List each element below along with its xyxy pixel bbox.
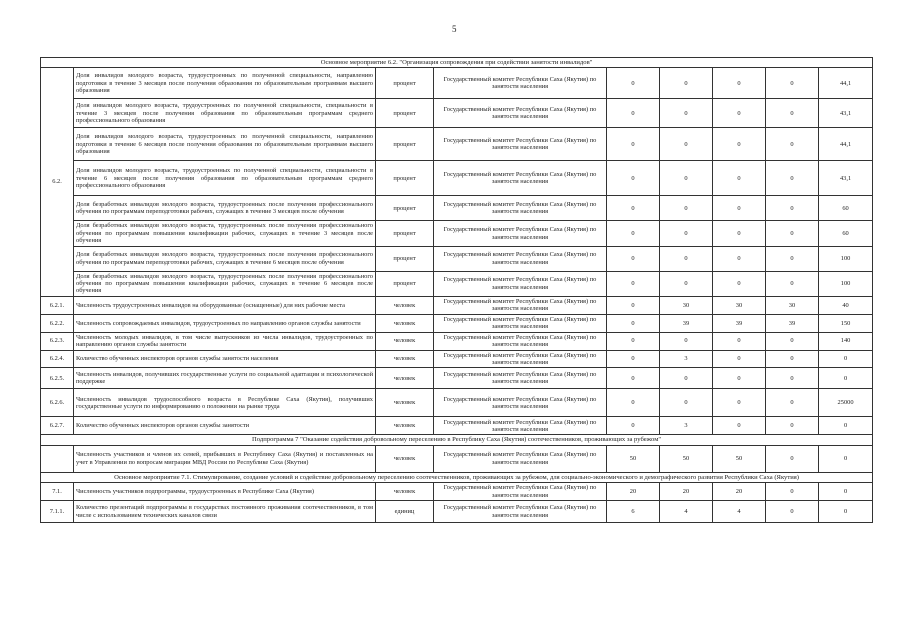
- unit-of-measure: человек: [376, 350, 434, 368]
- table-row: [41, 417, 873, 435]
- table-row: [41, 332, 873, 350]
- unit-of-measure: человек: [376, 417, 434, 435]
- indicator-description: Доля инвалидов молодого возраста, трудоустроенных по полученной специальности, специальности в течение 6 месяцев после получения образования по образовательным программам среднего профессионального образования: [74, 161, 376, 196]
- value-year-1: 0: [607, 196, 660, 221]
- section-header-7-1: Основное мероприятие 7.1. Стимулирование, создание условий и содействие добровольному переселению соотечественников, проживающих за рубежом, для социально-экономического и демографического развития Республики Саха (Якутия): [41, 472, 873, 482]
- value-year-4: 0: [766, 196, 819, 221]
- row-number: 6.2.6.: [41, 389, 74, 417]
- value-year-3: 0: [713, 271, 766, 296]
- unit-of-measure: процент: [376, 99, 434, 128]
- responsible-agency: Государственный комитет Республики Саха (Якутия) по занятости населения: [434, 196, 607, 221]
- unit-of-measure: единиц: [376, 501, 434, 523]
- value-year-5: 43,1: [819, 99, 873, 128]
- responsible-agency: Государственный комитет Республики Саха (Якутия) по занятости населения: [434, 271, 607, 296]
- value-year-1: 0: [607, 271, 660, 296]
- value-year-2: 3: [660, 417, 713, 435]
- value-year-2: 20: [660, 483, 713, 501]
- row-number: 6.2.1.: [41, 296, 74, 314]
- value-year-4: 0: [766, 368, 819, 389]
- table-row: [41, 483, 873, 501]
- indicator-description: Численность инвалидов, получивших государственные услуги по социальной адаптации и психологической поддержке: [74, 368, 376, 389]
- subprogram-7-header: Подпрограмма 7 "Оказание содействия добровольному переселению в Республику Саха (Якутия) соотечественников, проживающих за рубежом": [41, 435, 873, 445]
- value-year-3: 50: [713, 445, 766, 472]
- unit-of-measure: процент: [376, 221, 434, 246]
- value-year-5: 100: [819, 246, 873, 271]
- indicator-description: Численность инвалидов трудоспособного возраста в Республике Саха (Якутия), получивших государственные услуги по информированию о положении на рынке труда: [74, 389, 376, 417]
- value-year-3: 0: [713, 368, 766, 389]
- table-row: [41, 271, 873, 296]
- value-year-3: 0: [713, 128, 766, 161]
- value-year-2: 39: [660, 314, 713, 332]
- indicator-description: Численность сопровождаемых инвалидов, трудоустроенных по направлению органов службы занятости: [74, 314, 376, 332]
- value-year-2: 0: [660, 271, 713, 296]
- value-year-1: 0: [607, 246, 660, 271]
- value-year-5: 40: [819, 296, 873, 314]
- row-number: 6.2.4.: [41, 350, 74, 368]
- value-year-2: 0: [660, 332, 713, 350]
- value-year-4: 0: [766, 271, 819, 296]
- table-row: [41, 161, 873, 196]
- responsible-agency: Государственный комитет Республики Саха (Якутия) по занятости населения: [434, 296, 607, 314]
- value-year-5: 0: [819, 417, 873, 435]
- table-row: [41, 445, 873, 472]
- responsible-agency: Государственный комитет Республики Саха (Якутия) по занятости населения: [434, 417, 607, 435]
- value-year-1: 0: [607, 389, 660, 417]
- row-number: 6.2.: [41, 68, 74, 296]
- indicator-description: Доля инвалидов молодого возраста, трудоустроенных по полученной специальности, направлению подготовки в течение 3 месяцев после получения образования по образовательным программам высшего образования: [74, 68, 376, 99]
- section-header-6-2-row: [41, 58, 873, 68]
- value-year-4: 0: [766, 501, 819, 523]
- responsible-agency: Государственный комитет Республики Саха (Якутия) по занятости населения: [434, 314, 607, 332]
- indicator-description: Доля безработных инвалидов молодого возраста, трудоустроенных после получения профессионального обучения по программам переподготовки рабочих, служащих в течение 3 месяцев после обучения: [74, 196, 376, 221]
- value-year-3: 39: [713, 314, 766, 332]
- value-year-4: 0: [766, 68, 819, 99]
- responsible-agency: Государственный комитет Республики Саха (Якутия) по занятости населения: [434, 99, 607, 128]
- value-year-5: 43,1: [819, 161, 873, 196]
- indicator-description: Доля безработных инвалидов молодого возраста, трудоустроенных после получения профессионального обучения по программам переподготовки рабочих, служащих в течение 6 месяцев после обучения: [74, 246, 376, 271]
- row-number: 6.2.2.: [41, 314, 74, 332]
- unit-of-measure: человек: [376, 332, 434, 350]
- responsible-agency: Государственный комитет Республики Саха (Якутия) по занятости населения: [434, 246, 607, 271]
- responsible-agency: Государственный комитет Республики Саха (Якутия) по занятости населения: [434, 128, 607, 161]
- table-row: [41, 501, 873, 523]
- row-number: 6.2.3.: [41, 332, 74, 350]
- value-year-5: 0: [819, 350, 873, 368]
- value-year-3: 0: [713, 196, 766, 221]
- table-row: [41, 221, 873, 246]
- value-year-5: 0: [819, 501, 873, 523]
- unit-of-measure: процент: [376, 128, 434, 161]
- indicator-description: Численность трудоустроенных инвалидов на оборудованные (оснащенные) для них рабочие места: [74, 296, 376, 314]
- table-row: [41, 296, 873, 314]
- responsible-agency: Государственный комитет Республики Саха (Якутия) по занятости населения: [434, 445, 607, 472]
- indicator-description: Количество обученных инспекторов органов службы занятости: [74, 417, 376, 435]
- subprogram-7-header-row: [41, 435, 873, 445]
- value-year-1: 0: [607, 128, 660, 161]
- value-year-3: 0: [713, 417, 766, 435]
- value-year-2: 4: [660, 501, 713, 523]
- value-year-1: 0: [607, 99, 660, 128]
- value-year-3: 0: [713, 99, 766, 128]
- value-year-1: 0: [607, 332, 660, 350]
- table-row: [41, 99, 873, 128]
- value-year-2: 0: [660, 99, 713, 128]
- value-year-5: 44,1: [819, 68, 873, 99]
- value-year-5: 0: [819, 445, 873, 472]
- responsible-agency: Государственный комитет Республики Саха (Якутия) по занятости населения: [434, 368, 607, 389]
- value-year-3: 0: [713, 161, 766, 196]
- value-year-2: 0: [660, 221, 713, 246]
- value-year-3: 0: [713, 332, 766, 350]
- value-year-1: 6: [607, 501, 660, 523]
- indicator-description: Доля безработных инвалидов молодого возраста, трудоустроенных после получения профессионального обучения по программам повышения квалификации рабочих, служащих в течение 6 месяцев после обучения: [74, 271, 376, 296]
- value-year-3: 0: [713, 389, 766, 417]
- value-year-1: 0: [607, 68, 660, 99]
- value-year-1: 50: [607, 445, 660, 472]
- value-year-4: 0: [766, 99, 819, 128]
- unit-of-measure: процент: [376, 196, 434, 221]
- responsible-agency: Государственный комитет Республики Саха (Якутия) по занятости населения: [434, 221, 607, 246]
- table-row: [41, 68, 873, 99]
- value-year-4: 0: [766, 483, 819, 501]
- value-year-2: 0: [660, 246, 713, 271]
- page-number: 5: [452, 24, 457, 34]
- value-year-5: 150: [819, 314, 873, 332]
- table-row: [41, 196, 873, 221]
- value-year-2: 0: [660, 196, 713, 221]
- value-year-3: 0: [713, 350, 766, 368]
- value-year-4: 0: [766, 161, 819, 196]
- value-year-3: 4: [713, 501, 766, 523]
- unit-of-measure: процент: [376, 161, 434, 196]
- value-year-2: 30: [660, 296, 713, 314]
- value-year-4: 0: [766, 445, 819, 472]
- value-year-2: 0: [660, 128, 713, 161]
- indicator-description: Численность участников подпрограммы, трудоустроенных в Республике Саха (Якутия): [74, 483, 376, 501]
- value-year-1: 0: [607, 314, 660, 332]
- value-year-2: 0: [660, 68, 713, 99]
- indicator-description: Доля инвалидов молодого возраста, трудоустроенных по полученной специальности, специальности в течение 3 месяцев после получения образования по образовательным программам среднего профессионального образования: [74, 99, 376, 128]
- value-year-4: 0: [766, 246, 819, 271]
- row-number: 6.2.7.: [41, 417, 74, 435]
- value-year-1: 0: [607, 417, 660, 435]
- value-year-4: 0: [766, 332, 819, 350]
- value-year-3: 20: [713, 483, 766, 501]
- value-year-4: 0: [766, 221, 819, 246]
- value-year-3: 0: [713, 221, 766, 246]
- unit-of-measure: человек: [376, 389, 434, 417]
- unit-of-measure: человек: [376, 445, 434, 472]
- value-year-2: 0: [660, 368, 713, 389]
- row-number: 6.2.5.: [41, 368, 74, 389]
- unit-of-measure: человек: [376, 483, 434, 501]
- value-year-5: 140: [819, 332, 873, 350]
- responsible-agency: Государственный комитет Республики Саха (Якутия) по занятости населения: [434, 68, 607, 99]
- section-header-6-2: Основное мероприятие 6.2. "Организация сопровождения при содействии занятости инвалидов": [41, 58, 873, 68]
- value-year-5: 0: [819, 483, 873, 501]
- indicator-description: Количество презентаций подпрограммы в государствах постоянного проживания соотечественников, в том числе с использованием технических каналов связи: [74, 501, 376, 523]
- responsible-agency: Государственный комитет Республики Саха (Якутия) по занятости населения: [434, 332, 607, 350]
- value-year-5: 0: [819, 368, 873, 389]
- value-year-4: 0: [766, 417, 819, 435]
- value-year-5: 44,1: [819, 128, 873, 161]
- value-year-1: 0: [607, 296, 660, 314]
- value-year-4: 0: [766, 350, 819, 368]
- value-year-4: 30: [766, 296, 819, 314]
- value-year-5: 60: [819, 221, 873, 246]
- table-row: [41, 246, 873, 271]
- table-row: [41, 128, 873, 161]
- row-number: 7.1.: [41, 483, 74, 501]
- table-row: [41, 314, 873, 332]
- value-year-4: 0: [766, 389, 819, 417]
- responsible-agency: Государственный комитет Республики Саха (Якутия) по занятости населения: [434, 161, 607, 196]
- value-year-1: 0: [607, 161, 660, 196]
- value-year-2: 3: [660, 350, 713, 368]
- indicator-description: Доля инвалидов молодого возраста, трудоустроенных по полученной специальности, направлению подготовки в течение 6 месяцев после получения образования по образовательным программам высшего образования: [74, 128, 376, 161]
- value-year-1: 0: [607, 368, 660, 389]
- value-year-1: 20: [607, 483, 660, 501]
- unit-of-measure: человек: [376, 314, 434, 332]
- unit-of-measure: процент: [376, 68, 434, 99]
- value-year-1: 0: [607, 221, 660, 246]
- value-year-5: 100: [819, 271, 873, 296]
- indicator-description: Численность участников и членов их семей, прибывших в Республику Саха (Якутия) и поставленных на учет в Управлении по вопросам миграции МВД России по Республике Саха (Якутия): [74, 445, 376, 472]
- unit-of-measure: человек: [376, 368, 434, 389]
- indicator-description: Доля безработных инвалидов молодого возраста, трудоустроенных после получения профессионального обучения по программам повышения квалификации рабочих, служащих в течение 3 месяцев после обучения: [74, 221, 376, 246]
- value-year-5: 60: [819, 196, 873, 221]
- responsible-agency: Государственный комитет Республики Саха (Якутия) по занятости населения: [434, 350, 607, 368]
- table-row: [41, 389, 873, 417]
- indicator-description: Количество обученных инспекторов органов службы занятости населения: [74, 350, 376, 368]
- table-row: [41, 368, 873, 389]
- responsible-agency: Государственный комитет Республики Саха (Якутия) по занятости населения: [434, 501, 607, 523]
- responsible-agency: Государственный комитет Республики Саха (Якутия) по занятости населения: [434, 389, 607, 417]
- value-year-2: 50: [660, 445, 713, 472]
- value-year-5: 25000: [819, 389, 873, 417]
- value-year-3: 0: [713, 68, 766, 99]
- indicator-description: Численность молодых инвалидов, в том числе выпускников из числа инвалидов, трудоустроенных по направлению органов службы занятости: [74, 332, 376, 350]
- row-number: [41, 445, 74, 472]
- unit-of-measure: человек: [376, 296, 434, 314]
- responsible-agency: Государственный комитет Республики Саха (Якутия) по занятости населения: [434, 483, 607, 501]
- value-year-3: 0: [713, 246, 766, 271]
- value-year-4: 0: [766, 128, 819, 161]
- section-header-7-1-row: [41, 472, 873, 482]
- value-year-1: 0: [607, 350, 660, 368]
- row-number: 7.1.1.: [41, 501, 74, 523]
- table-row: [41, 350, 873, 368]
- value-year-2: 0: [660, 389, 713, 417]
- unit-of-measure: процент: [376, 246, 434, 271]
- unit-of-measure: процент: [376, 271, 434, 296]
- value-year-3: 30: [713, 296, 766, 314]
- value-year-2: 0: [660, 161, 713, 196]
- indicators-table: [40, 57, 873, 523]
- value-year-4: 39: [766, 314, 819, 332]
